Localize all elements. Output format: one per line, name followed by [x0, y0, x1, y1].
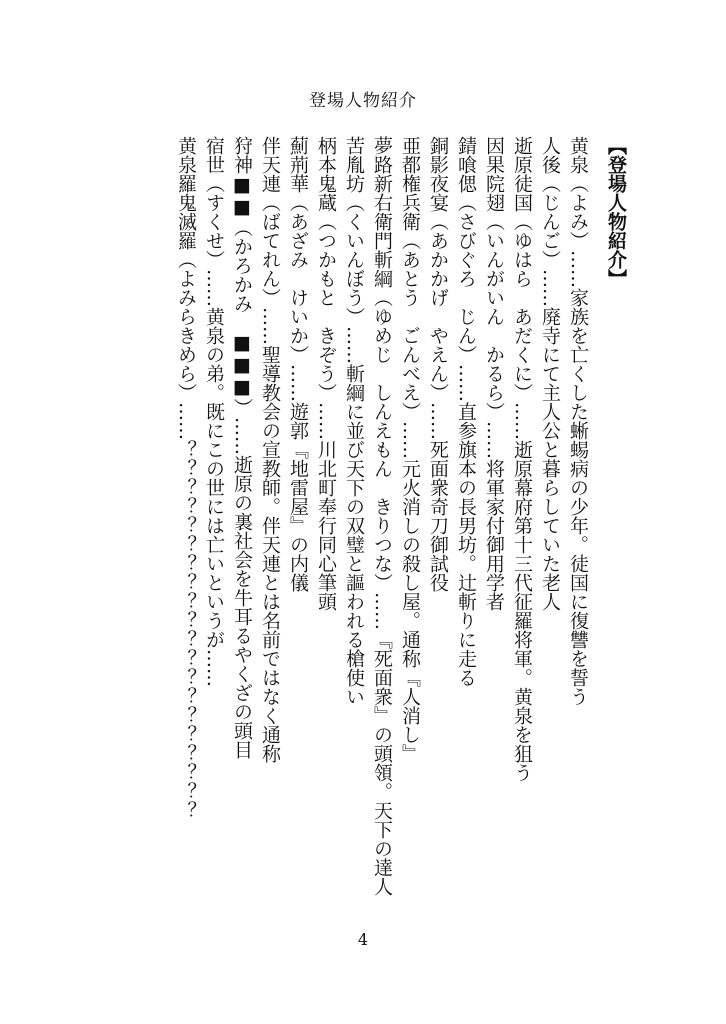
character-entry: 伴天連（ばてれん）……聖導教会の宣教師。伴天連とは名前ではなく通称	[259, 136, 281, 763]
character-entry: 狩神■■（かろかみ ■■■）……逝原の裏社会を牛耳るやくざの頭目	[231, 136, 253, 759]
character-entry: 柄本鬼蔵（つかもと きぞう）……川北町奉行同心筆頭	[315, 136, 337, 611]
character-entry: 亜都権兵衛（あとう ごんべえ）……元火消しの殺し屋。通称『人消し』	[399, 136, 421, 763]
character-entry: 宿世（すくせ）……黄泉の弟。既にこの世には亡いというが……	[203, 136, 225, 687]
character-entry: 苦胤坊（くいんぼう）……斬綱に並び天下の双璧と謳われる槍使い	[343, 136, 365, 706]
character-list	[172, 136, 630, 896]
character-entry: 銅影夜宴（あかかげ やえん）……死面衆奇刀御試役	[427, 136, 449, 592]
character-entry: 黄泉（よみ）……家族を亡くした蜥蜴病の少年。徒国に復讐を誓う	[567, 136, 589, 706]
character-entry: 夢路新右衛門斬綱（ゆめじ しんえもん きりつな）……『死面衆』の頭領。天下の達人	[371, 136, 393, 896]
character-entry: 因果院翅（いんがいん かるら）……将軍家付御用学者	[483, 136, 505, 611]
page-number: 4	[357, 930, 369, 949]
character-entry: 黄泉羅鬼滅羅（よみらきめら）……？？？？？？？？？？？？？？？？？？？？	[175, 136, 197, 820]
character-entry: 人後（じんご）……廃寺にて主人公と暮らしていた老人	[539, 136, 561, 611]
character-entry: 薊荊華（あざみ けいか）……遊郭『地雷屋』の内儀	[287, 136, 309, 592]
running-header: 登場人物紹介	[309, 91, 417, 111]
character-entry: 逝原徒国（ゆはら あだくに）……逝原幕府第十三代征羅将軍。黄泉を狙う	[511, 136, 533, 782]
character-entry: 錆喰偲（さびぐろ じん）……直参旗本の長男坊。辻斬りに走る	[455, 136, 477, 687]
section-heading: 【登場人物紹介】	[605, 136, 627, 288]
